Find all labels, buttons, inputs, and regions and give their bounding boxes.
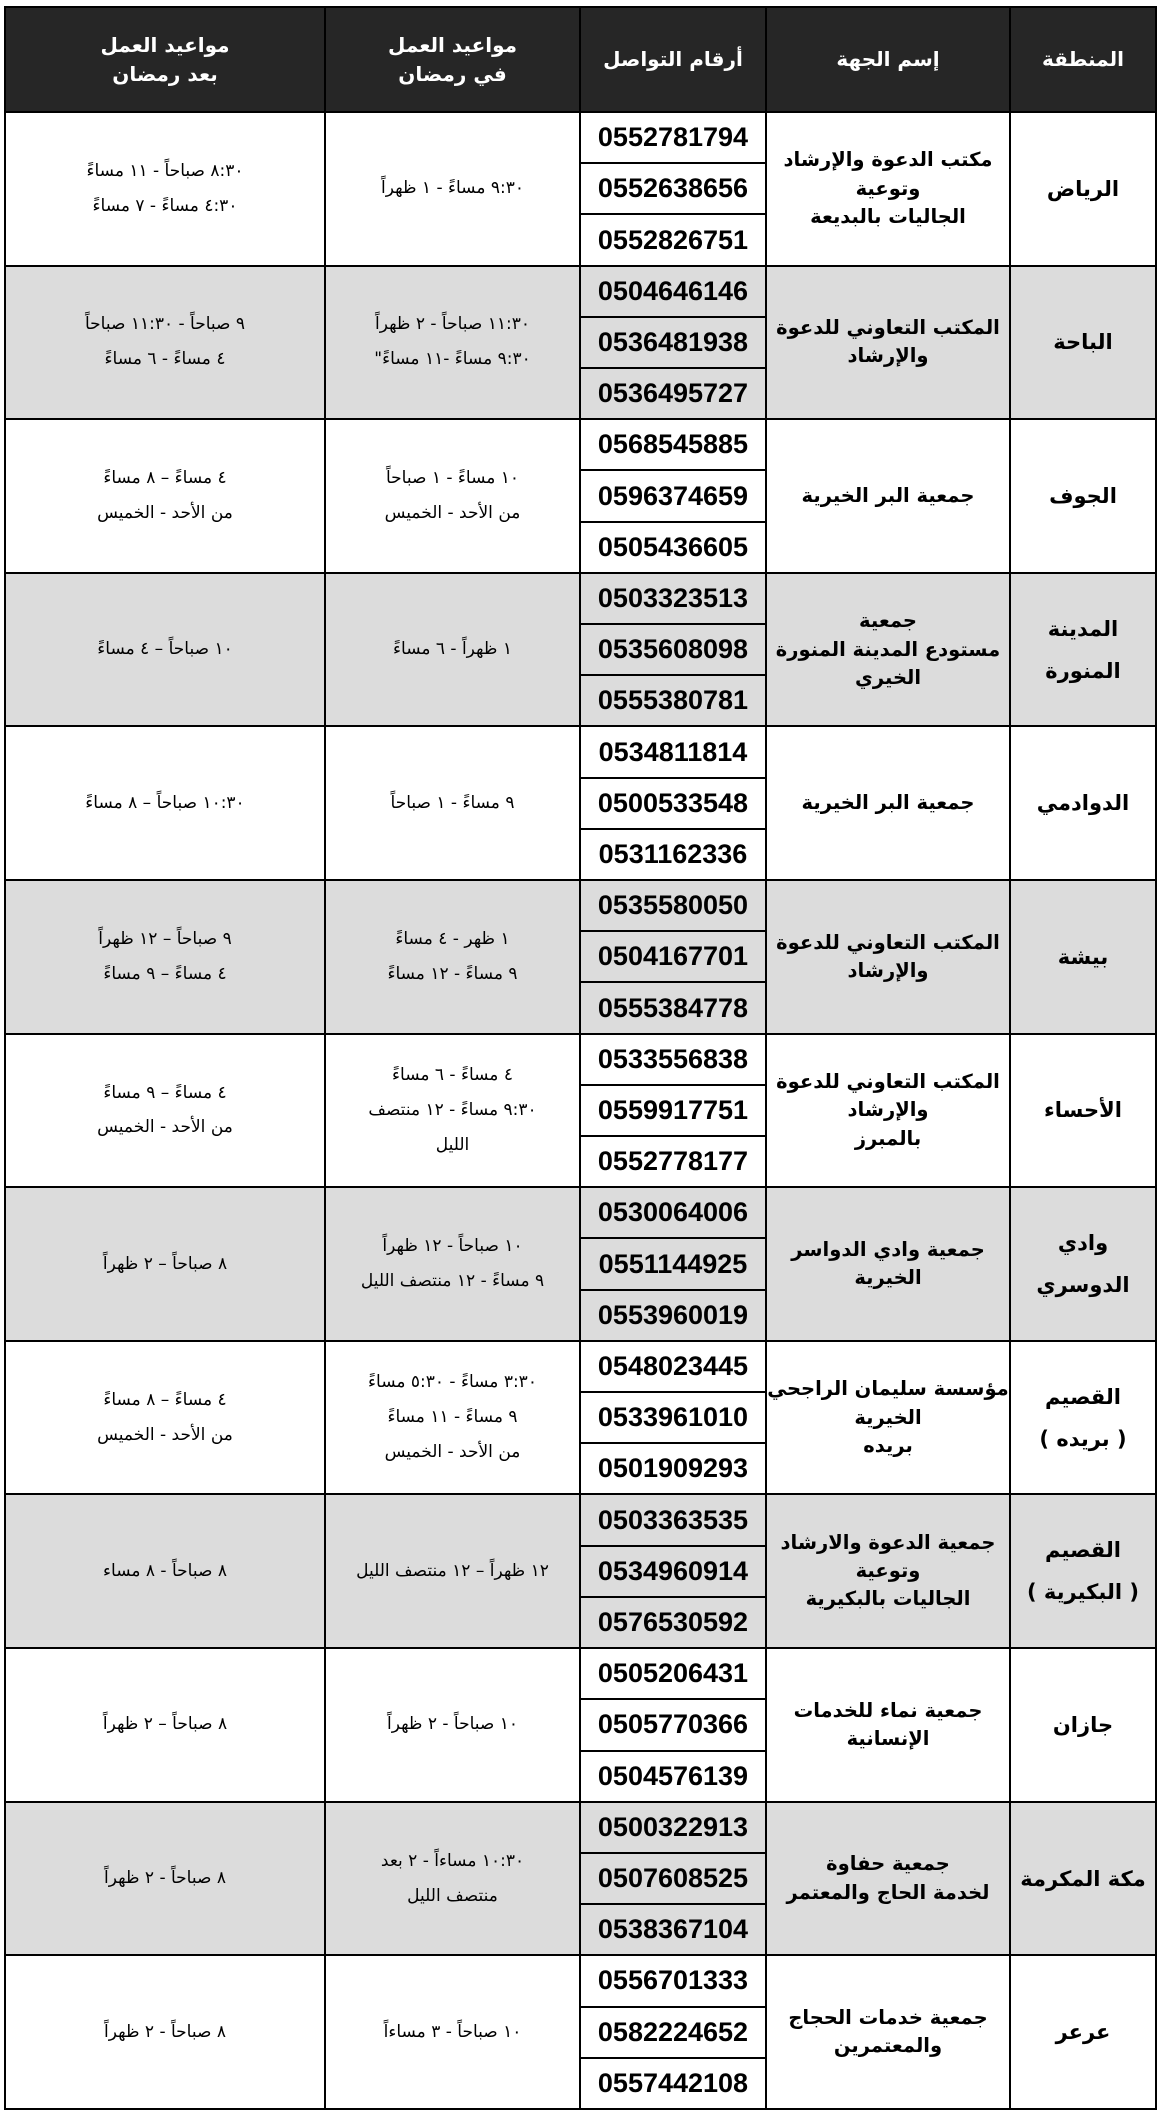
hours-ramadan-cell	[325, 573, 580, 727]
phone-number[interactable]: 0535580050	[581, 881, 765, 932]
phone-list	[581, 1649, 765, 1801]
hours-ramadan-cell	[325, 266, 580, 420]
hours-ramadan-cell-line: ٩ مساءً - ١٢ مساءً	[387, 963, 518, 984]
organization-cell-line: المكتب التعاوني للدعوة والإرشاد	[776, 1070, 1000, 1122]
table-row	[5, 1034, 1156, 1188]
hours-ramadan-cell-line: منتصف الليل	[407, 1885, 498, 1906]
phone-list	[581, 1342, 765, 1494]
hours-ramadan-cell-line: ٤ مساءً - ٦ مساءً	[392, 1065, 513, 1086]
phone-number[interactable]: 0507608525	[581, 1854, 765, 1905]
organization-cell-line: لخدمة الحاج والمعتمر	[786, 1880, 990, 1904]
hours-after-cell-line: ٩ صباحاً - ١١:٣٠ صباحاً	[84, 314, 246, 335]
hours-after-cell	[5, 112, 325, 266]
hours-ramadan-cell-line: ٩:٣٠ مساءً -١١ مساءً"	[374, 349, 531, 370]
region-cell	[1010, 112, 1156, 266]
phone-number[interactable]: 0548023445	[581, 1342, 765, 1393]
header-hours-ramadan-line: في رمضان	[398, 61, 507, 86]
region-cell	[1010, 419, 1156, 573]
organization-cell	[766, 112, 1010, 266]
region-cell-line: الدوادمي	[1036, 791, 1130, 816]
table-row	[5, 1187, 1156, 1341]
phones-cell	[580, 573, 766, 727]
organization-cell-line: مؤسسة سليمان الراجحي الخيرية	[767, 1377, 1009, 1429]
hours-ramadan-cell	[325, 1494, 580, 1648]
phone-list	[581, 267, 765, 419]
organization-cell	[766, 419, 1010, 573]
hours-ramadan-cell-line: ٩:٣٠ مساءً - ١٢ منتصف	[368, 1099, 537, 1120]
hours-after-cell-line: ٤:٣٠ مساءً - ٧ مساءً	[92, 195, 238, 216]
organization-cell	[766, 1955, 1010, 2109]
table-row	[5, 419, 1156, 573]
hours-ramadan-cell-line: ١٠ مساءً - ١ صباحاً	[385, 468, 520, 489]
region-cell-line: الجوف	[1049, 484, 1117, 509]
region-cell-line: ( البكيرية )	[1027, 1580, 1139, 1605]
table-row	[5, 1648, 1156, 1802]
hours-ramadan-cell-line: ١٢ ظهراً – ١٢ منتصف الليل	[356, 1560, 549, 1581]
hours-after-cell	[5, 1187, 325, 1341]
hours-after-cell-line: ٨ صباحاً – ٢ ظهراً	[102, 1253, 228, 1274]
table-row	[5, 573, 1156, 727]
organization-cell	[766, 266, 1010, 420]
hours-after-cell-line: ٤ مساءً – ٩ مساءً	[103, 963, 227, 984]
header-hours-ramadan	[325, 7, 580, 112]
hours-after-cell-line: ٤ مساءً - ٦ مساءً	[104, 349, 226, 370]
phone-number[interactable]: 0500322913	[581, 1803, 765, 1854]
phone-list	[581, 574, 765, 726]
phone-number[interactable]: 0552781794	[581, 113, 765, 164]
phone-number[interactable]: 0530064006	[581, 1188, 765, 1239]
hours-after-cell-line: ٨:٣٠ صباحاً - ١١ مساءً	[86, 160, 244, 181]
hours-ramadan-cell-line: الليل	[435, 1134, 470, 1155]
hours-ramadan-cell-line: ١ ظهر - ٤ مساءً	[395, 928, 510, 949]
region-cell-line: ( بريده )	[1039, 1426, 1127, 1451]
phone-number[interactable]: 0551144925	[581, 1239, 765, 1290]
organization-cell-line: جمعية حفاوة	[826, 1852, 950, 1876]
region-cell-line: الباحة	[1053, 330, 1113, 355]
hours-after-cell-line: من الأحد - الخميس	[97, 503, 233, 524]
phones-cell	[580, 1187, 766, 1341]
hours-ramadan-cell	[325, 880, 580, 1034]
hours-ramadan-cell	[325, 1187, 580, 1341]
phone-number[interactable]: 0556701333	[581, 1956, 765, 2007]
header-hours-ramadan-line: مواعيد العمل	[387, 32, 518, 57]
region-cell	[1010, 1648, 1156, 1802]
hours-after-cell-line: ٨ صباحاً - ٢ ظهراً	[104, 1868, 226, 1889]
phone-number[interactable]: 0552778177	[597, 1146, 749, 1177]
table-row	[5, 112, 1156, 266]
hours-ramadan-cell-line: ١٠ صباحاً - ٣ مساءاً	[383, 2021, 522, 2042]
hours-ramadan-cell	[325, 1341, 580, 1495]
phones-cell	[580, 1034, 766, 1188]
phone-list	[581, 113, 765, 265]
region-cell	[1010, 880, 1156, 1034]
phone-number[interactable]: 0552826751	[597, 224, 749, 255]
table-body	[5, 112, 1156, 2109]
phone-number[interactable]: 0555380781	[597, 685, 749, 716]
organization-cell	[766, 1187, 1010, 1341]
phones-cell	[580, 880, 766, 1034]
hours-after-cell-line: ٤ مساءً – ٨ مساءً	[103, 468, 227, 489]
phones-cell	[580, 1955, 766, 2109]
organization-cell	[766, 1648, 1010, 1802]
region-cell	[1010, 573, 1156, 727]
phone-number[interactable]: 0504576139	[597, 1760, 749, 1791]
organization-cell	[766, 573, 1010, 727]
organization-cell-line: جمعية الدعوة والارشاد وتوعية	[780, 1530, 996, 1583]
region-cell-line: جازان	[1052, 1712, 1114, 1737]
hours-ramadan-cell-line: ١٠ صباحاً - ١٢ ظهراً	[382, 1236, 523, 1257]
phone-number[interactable]: 0505770366	[581, 1700, 765, 1751]
organization-cell-line: جمعية	[859, 609, 917, 633]
region-cell	[1010, 1034, 1156, 1188]
organization-cell-line: المكتب التعاوني للدعوة والإرشاد	[776, 930, 1000, 982]
phone-number[interactable]: 0504646146	[581, 267, 765, 318]
hours-ramadan-cell-line: من الأحد - الخميس	[384, 503, 521, 524]
phone-number[interactable]: 0505436605	[597, 531, 749, 562]
region-cell-line: الرياض	[1046, 176, 1120, 201]
hours-ramadan-cell-line: ١١:٣٠ صباحاً - ٢ ظهراً	[374, 314, 531, 335]
phone-number[interactable]: 0559917751	[581, 1086, 765, 1137]
phone-number[interactable]: 0500533548	[581, 779, 765, 830]
hours-ramadan-cell-line: ١٠ صباحاً - ٢ ظهراً	[386, 1714, 519, 1735]
region-cell-line: القصيم	[1045, 1538, 1121, 1563]
table-row	[5, 880, 1156, 1034]
phone-number[interactable]: 0552638656	[581, 164, 765, 215]
phone-number[interactable]: 0568545885	[581, 420, 765, 471]
hours-ramadan-cell-line: من الأحد - الخميس	[384, 1442, 521, 1463]
phone-number[interactable]: 0557442108	[597, 2067, 749, 2098]
phone-number[interactable]: 0536481938	[581, 318, 765, 369]
hours-ramadan-cell-line: ١ ظهراً - ٦ مساءً	[393, 639, 512, 660]
hours-after-cell	[5, 1494, 325, 1648]
organization-cell	[766, 880, 1010, 1034]
phones-cell	[580, 112, 766, 266]
phone-number[interactable]: 0534811814	[581, 727, 765, 778]
region-cell-line: بيشة	[1057, 944, 1109, 969]
hours-after-cell	[5, 573, 325, 727]
region-cell-line: مكة المكرمة	[1020, 1866, 1146, 1891]
table-row	[5, 726, 1156, 880]
organization-cell-line: مستودع المدينة المنورة الخيري	[775, 637, 1001, 689]
hours-ramadan-cell-line: ٣:٣٠ مساءً - ٥:٣٠ مساءً	[368, 1372, 537, 1393]
hours-ramadan-cell	[325, 112, 580, 266]
region-cell	[1010, 1494, 1156, 1648]
phone-list	[581, 1803, 765, 1955]
hours-after-cell-line: ١٠ صباحاً – ٤ مساءً	[97, 639, 233, 660]
hours-after-cell	[5, 726, 325, 880]
hours-after-cell-line: ٨ صباحاً - ٨ مساء	[103, 1560, 227, 1581]
hours-after-cell-line: من الأحد - الخميس	[97, 1424, 233, 1445]
phone-number[interactable]: 0533556838	[581, 1035, 765, 1086]
hours-ramadan-cell-line: ٩ مساءً - ١١ مساءً	[387, 1407, 518, 1428]
header-organization: إسم الجهة	[766, 7, 1010, 112]
hours-ramadan-cell-line: ٩ مساءً - ١ صباحاً	[390, 792, 515, 813]
phones-cell	[580, 1494, 766, 1648]
hours-after-cell	[5, 880, 325, 1034]
hours-ramadan-cell	[325, 726, 580, 880]
phone-list	[581, 420, 765, 572]
region-cell-line: عرعر	[1055, 2020, 1111, 2045]
hours-after-cell	[5, 1341, 325, 1495]
phone-number[interactable]: 0503363535	[581, 1495, 765, 1546]
hours-ramadan-cell-line: ٩:٣٠ مساءً - ١ ظهراً	[381, 178, 524, 199]
header-region: المنطقة	[1010, 7, 1156, 112]
hours-ramadan-cell	[325, 419, 580, 573]
hours-after-cell-line: ٤ مساءً – ٨ مساءً	[103, 1389, 227, 1410]
phone-number[interactable]: 0555384778	[597, 992, 749, 1023]
organization-cell-line: بالمبرز	[854, 1126, 922, 1150]
region-cell-line: وادي الدوسري	[1036, 1231, 1130, 1298]
organization-cell-line: جمعية وادي الدواسر الخيرية	[791, 1237, 985, 1290]
hours-ramadan-cell	[325, 1955, 580, 2109]
header-row	[5, 7, 1156, 112]
header-hours-after-line: مواعيد العمل	[100, 32, 230, 57]
hours-ramadan-cell-line: ٩ مساءً - ١٢ منتصف الليل	[360, 1271, 545, 1292]
phone-number[interactable]: 0533961010	[581, 1393, 765, 1444]
organization-cell-line: جمعية خدمات الحجاج والمعتمرين	[788, 2005, 988, 2058]
organization-cell-line: مكتب الدعوة والإرشاد وتوعية	[783, 148, 993, 200]
phone-number[interactable]: 0504167701	[581, 932, 765, 983]
phones-cell	[580, 266, 766, 420]
region-cell-line: القصيم	[1045, 1384, 1121, 1409]
hours-after-cell-line: من الأحد - الخميس	[97, 1117, 233, 1138]
region-cell-line: الأحساء	[1044, 1098, 1122, 1123]
header-phones: أرقام التواصل	[580, 7, 766, 112]
table-row	[5, 1341, 1156, 1495]
table-row	[5, 1802, 1156, 1956]
phone-number[interactable]: 0531162336	[598, 838, 748, 869]
phone-number[interactable]: 0553960019	[597, 1299, 749, 1330]
region-cell	[1010, 1187, 1156, 1341]
phone-list	[581, 1188, 765, 1340]
organization-cell-line: المكتب التعاوني للدعوة والإرشاد	[776, 316, 1000, 368]
organization-cell-line: الجاليات بالبديعة	[810, 204, 966, 228]
phone-list	[581, 727, 765, 879]
hours-after-cell	[5, 1034, 325, 1188]
organization-cell	[766, 726, 1010, 880]
phones-cell	[580, 1648, 766, 1802]
phone-number[interactable]: 0536495727	[597, 378, 749, 409]
organization-cell	[766, 1494, 1010, 1648]
contacts-table	[4, 6, 1157, 2110]
hours-ramadan-cell	[325, 1802, 580, 1956]
region-cell	[1010, 726, 1156, 880]
hours-ramadan-cell-line: ١٠:٣٠ مساءاً - ٢ بعد	[380, 1850, 525, 1871]
hours-after-cell	[5, 1802, 325, 1956]
phone-number[interactable]: 0501909293	[597, 1453, 749, 1484]
organization-cell-line: الجاليات بالبكيرية	[805, 1587, 971, 1611]
phones-cell	[580, 1802, 766, 1956]
phone-number[interactable]: 0596374659	[581, 471, 765, 522]
hours-after-cell	[5, 1648, 325, 1802]
table-row	[5, 266, 1156, 420]
phone-list	[581, 1035, 765, 1187]
hours-after-cell-line: ٨ صباحاً – ٢ ظهراً	[102, 1714, 228, 1735]
phone-list	[581, 1495, 765, 1647]
phone-number[interactable]: 0576530592	[597, 1606, 749, 1637]
region-cell-line: المدينة المنورة	[1045, 616, 1121, 683]
region-cell	[1010, 1341, 1156, 1495]
organization-cell	[766, 1802, 1010, 1956]
phones-cell	[580, 726, 766, 880]
organization-cell-line: جمعية البر الخيرية	[801, 791, 975, 815]
phone-list	[581, 881, 765, 1033]
phone-number[interactable]: 0538367104	[597, 1914, 749, 1945]
phone-list	[581, 1956, 765, 2108]
region-cell	[1010, 266, 1156, 420]
phones-cell	[580, 1341, 766, 1495]
organization-cell-line: بريده	[863, 1433, 913, 1457]
hours-after-cell-line: ٤ مساءً – ٩ مساءً	[103, 1082, 227, 1103]
phone-number[interactable]: 0505206431	[581, 1649, 765, 1700]
organization-cell	[766, 1034, 1010, 1188]
phone-number[interactable]: 0503323513	[581, 574, 765, 625]
header-hours-after	[5, 7, 325, 112]
hours-after-cell-line: ٨ صباحاً - ٢ ظهراً	[104, 2021, 226, 2042]
region-cell	[1010, 1802, 1156, 1956]
hours-ramadan-cell	[325, 1648, 580, 1802]
table-row	[5, 1955, 1156, 2109]
organization-cell-line: جمعية البر الخيرية	[801, 483, 975, 507]
hours-after-cell	[5, 1955, 325, 2109]
table-row	[5, 1494, 1156, 1648]
hours-after-cell-line: ١٠:٣٠ صباحاً – ٨ مساءً	[85, 792, 245, 813]
hours-after-cell	[5, 419, 325, 573]
organization-cell	[766, 1341, 1010, 1495]
hours-after-cell-line: ٩ صباحاً – ١٢ ظهراً	[98, 928, 232, 949]
phone-number[interactable]: 0582224652	[581, 2008, 765, 2059]
phones-cell	[580, 419, 766, 573]
organization-cell-line: جمعية نماء للخدمات الإنسانية	[793, 1698, 983, 1750]
region-cell	[1010, 1955, 1156, 2109]
phone-number[interactable]: 0535608098	[581, 625, 765, 676]
header-hours-after-line: بعد رمضان	[112, 61, 218, 86]
phone-number[interactable]: 0534960914	[581, 1547, 765, 1598]
hours-after-cell	[5, 266, 325, 420]
hours-ramadan-cell	[325, 1034, 580, 1188]
